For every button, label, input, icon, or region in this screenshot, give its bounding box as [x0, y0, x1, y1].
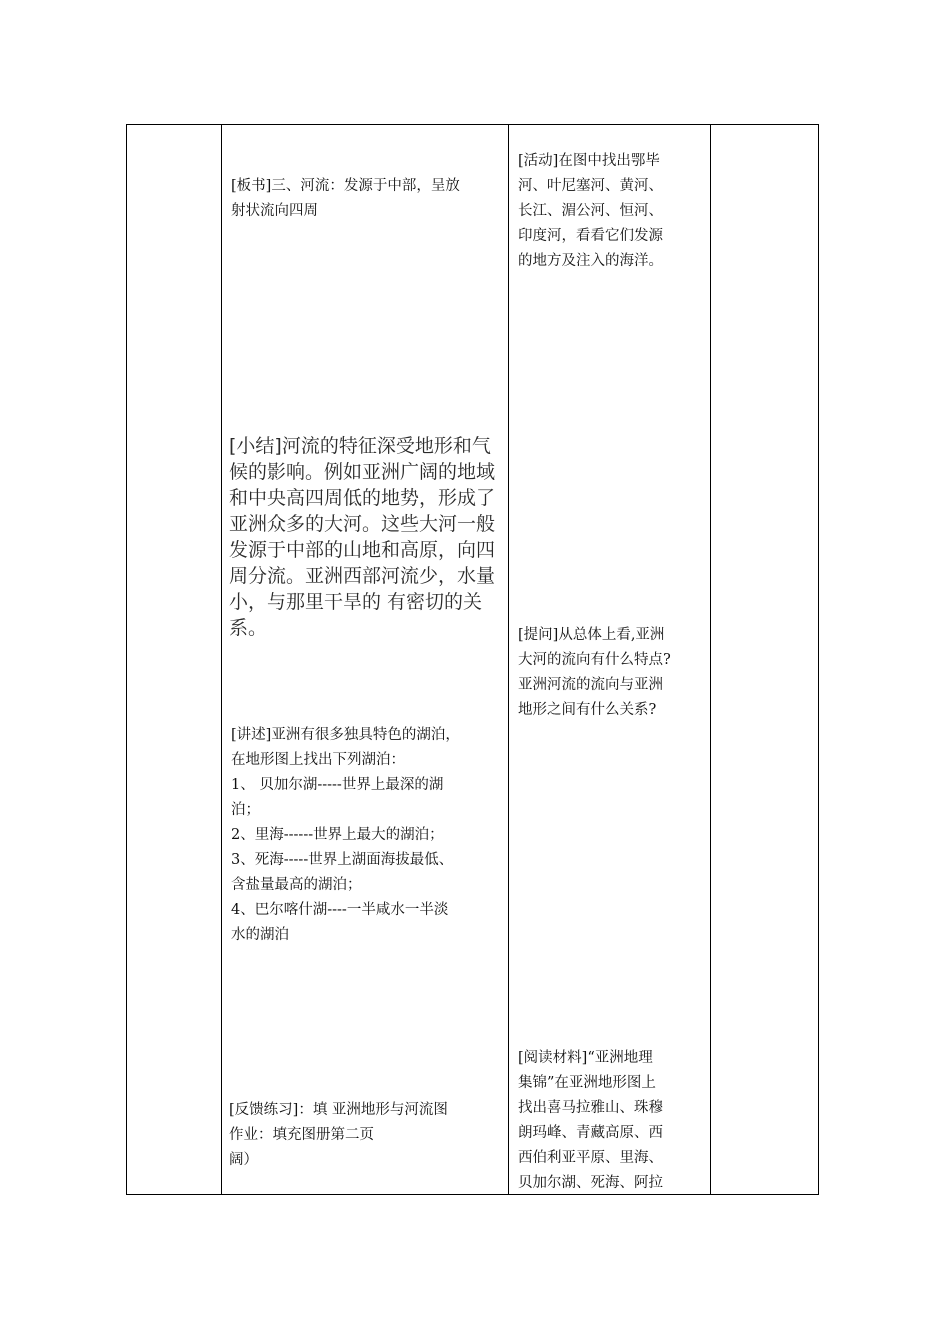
summary-line: 发源于中部的山地和高原，向四	[229, 539, 496, 561]
lecture-note	[231, 723, 460, 948]
question-line: 地形之间有什么关系?	[518, 702, 657, 718]
summary-line: 小，与那里干旱的 有密切的关	[229, 591, 483, 613]
board-note	[231, 174, 460, 224]
lecture-line: 在地形图上找出下列湖泊：	[231, 752, 405, 768]
summary-line: 系。	[229, 617, 268, 639]
lecture-line: 水的湖泊	[231, 927, 289, 943]
reading-line: 西伯利亚平原、里海、	[518, 1150, 663, 1166]
summary-note	[229, 433, 495, 641]
lecture-line: 4、巴尔喀什湖----一半咸水一半淡	[231, 902, 449, 918]
lecture-line: 泊；	[231, 802, 260, 818]
question-line: [提问]从总体上看,亚洲	[518, 627, 665, 643]
activity-line: 的地方及注入的海洋。	[518, 253, 663, 269]
activity-note	[518, 149, 663, 274]
board-line: [板书]三、河流：发源于中部，呈放	[231, 178, 460, 194]
column-divider-3	[710, 125, 711, 1194]
feedback-note	[229, 1098, 448, 1173]
summary-line: 和中央高四周低的地势，形成了	[229, 487, 496, 509]
lesson-table	[126, 124, 819, 1195]
summary-line: 亚洲众多的大河。这些大河一般	[229, 513, 496, 535]
reading-line: [阅读材料]“亚洲地理	[518, 1050, 653, 1066]
lecture-line: 2、里海------世界上最大的湖泊；	[231, 827, 444, 843]
activity-line: [活动]在图中找出鄂毕	[518, 153, 660, 169]
activity-line: 长江、湄公河、恒河、	[518, 203, 663, 219]
summary-line: 周分流。亚洲西部河流少，水量	[229, 565, 496, 587]
board-line: 射状流向四周	[231, 203, 318, 219]
reading-note	[518, 1046, 663, 1196]
summary-line: 候的影响。例如亚洲广阔的地域	[229, 461, 496, 483]
reading-line: 贝加尔湖、死海、阿拉	[518, 1175, 663, 1191]
reading-line: 集锦”在亚洲地形图上	[518, 1075, 656, 1091]
question-line: 大河的流向有什么特点?	[518, 652, 671, 668]
lecture-line: [讲述]亚洲有很多独具特色的湖泊，	[231, 727, 460, 743]
reading-line: 找出喜马拉雅山、珠穆	[518, 1100, 663, 1116]
reading-line: 朗玛峰、青藏高原、西	[518, 1125, 663, 1141]
feedback-line: 作业：填充图册第二页	[229, 1127, 374, 1143]
lecture-line: 3、死海-----世界上湖面海拔最低、	[231, 852, 454, 868]
activity-line: 印度河，看看它们发源	[518, 228, 663, 244]
column-divider-1	[221, 125, 222, 1194]
feedback-line: 阔）	[229, 1152, 258, 1168]
summary-line: [小结]河流的特征深受地形和气	[229, 435, 491, 457]
question-line: 亚洲河流的流向与亚洲	[518, 677, 663, 693]
column-divider-2	[508, 125, 509, 1194]
lecture-line: 含盐量最高的湖泊；	[231, 877, 362, 893]
activity-line: 河、叶尼塞河、黄河、	[518, 178, 663, 194]
lecture-line: 1、 贝加尔湖-----世界上最深的湖	[231, 777, 444, 793]
feedback-line: [反馈练习]：填 亚洲地形与河流图	[229, 1102, 448, 1118]
question-note	[518, 623, 671, 723]
